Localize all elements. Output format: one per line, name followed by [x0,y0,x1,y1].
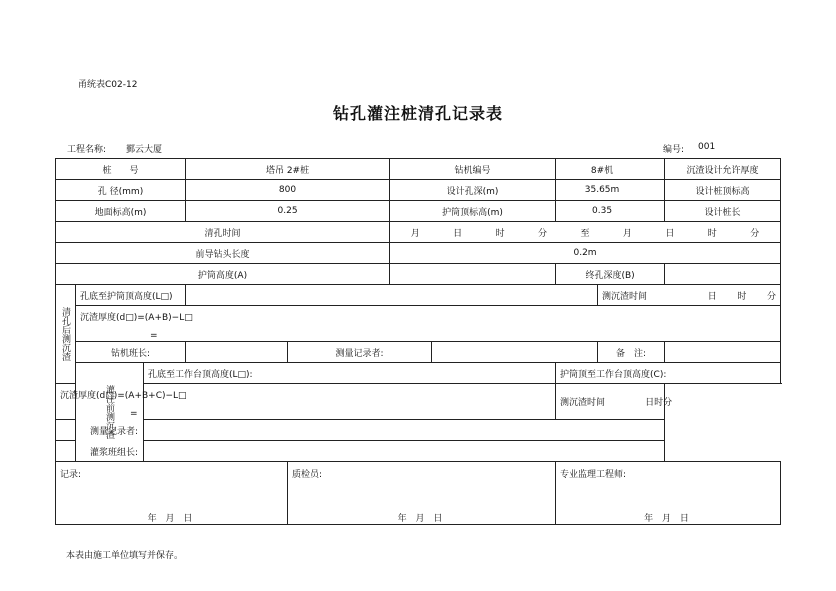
quality-date: 年 月 日 [397,514,446,524]
number-value: 001 [698,142,716,152]
pour-leader-label: 灌浆班组长: [56,441,665,462]
design-depth-value: 35.65m [556,180,665,201]
table-row-before-formula [56,384,781,420]
before-mt-day: 日 [645,398,655,408]
supervisor-sign-cell [556,462,781,525]
table-row-before-pour-leader [56,441,781,462]
ground-label: 地面标高(m) [56,201,186,222]
record-label: 记录: [60,470,82,480]
remark-value [665,342,781,363]
time-hour: 时 [495,228,505,239]
after-clean-side-label: 清孔后测沉渣 [56,285,76,384]
project-label: 工程名称: [67,145,107,155]
after-recorder-label: 测量记录者: [288,342,432,363]
time-month: 月 [410,228,420,239]
before-recorder-label: 测量记录者: [56,420,665,441]
before-mt-minute: 分 [663,398,673,408]
time-to: 至 [580,228,590,239]
table-row-pile [56,159,781,180]
design-depth-label: 设计孔深(m) [390,180,556,201]
after-mt-hour: 时 [737,291,747,302]
time-minute: 分 [538,228,548,239]
time-minute-2: 分 [750,228,760,239]
table-row-diameter [56,180,781,201]
time-hour-2: 时 [707,228,717,239]
quality-sign-cell [288,462,556,525]
clean-time-value [390,222,781,243]
table-row-before-bottom [56,363,781,384]
record-sign-cell [56,462,288,525]
rig-leader-label: 钻机班长: [76,342,186,363]
pile-length-label: 设计桩长 [665,201,781,222]
before-measure-time [556,384,673,420]
time-month-2: 月 [622,228,632,239]
diameter-value: 800 [186,180,390,201]
table-row-signatures [56,462,781,525]
pile-top-label: 设计桩顶标高 [665,180,781,201]
table-row-after-formula [56,306,781,342]
pile-label: 桩 号 [56,159,186,180]
casing-height-label: 护筒高度(A) [56,264,390,285]
record-table [55,158,781,525]
ground-value: 0.25 [186,201,390,222]
after-equals: = [150,331,158,341]
after-measure-time-label: 测沉渣时间 [602,291,648,302]
rig-value: 8#机 [556,159,665,180]
before-pour-side-label: 灌注前测沉渣 [76,363,144,462]
remark-label: 备 注: [598,342,665,363]
rig-leader-value [186,342,288,363]
diameter-label: 孔 径(mm) [56,180,186,201]
table-row-after-sign [56,342,781,363]
casing-height-value [390,264,556,285]
clean-time-label: 清孔时间 [56,222,390,243]
after-measure-time [598,285,781,306]
pile-value: 塔吊 2#桩 [186,159,390,180]
supervisor-date: 年 月 日 [644,514,692,524]
sediment-allow-label: 沉渣设计允许厚度 [665,159,781,180]
bottom-to-casing-value [186,285,598,306]
bit-label: 前导钻头长度 [56,243,390,264]
table-row-clean-time [56,222,781,243]
bit-value: 0.2m [390,243,781,264]
quality-label: 质检员: [292,470,323,480]
record-date: 年 月 日 [147,514,196,524]
supervisor-label: 专业监理工程师: [560,470,627,480]
table-row-ground [56,201,781,222]
before-measure-time-label: 测沉渣时间 [560,398,606,408]
after-recorder-value [432,342,598,363]
time-day-2: 日 [665,228,675,239]
casing-to-platform-label: 护筒顶至工作台顶高度(C): [556,363,781,384]
form-code: 甬统表C02-12 [78,80,138,90]
table-row-bit [56,243,781,264]
page-title: 钻孔灌注桩清孔记录表 [332,104,503,123]
before-mt-hour: 时 [654,398,664,408]
time-day: 日 [453,228,463,239]
final-depth-label: 终孔深度(B) [556,264,665,285]
casing-top-value: 0.35 [556,201,665,222]
after-mt-minute: 分 [767,291,777,302]
casing-top-label: 护筒顶标高(m) [390,201,556,222]
before-formula: 沉渣厚度(d□)=(A+B+C)−L□ [60,391,187,401]
footer-note: 本表由施工单位填写并保存。 [66,551,184,561]
after-mt-day: 日 [707,291,717,302]
before-equals: = [130,409,138,419]
project-value: 鄞云大厦 [126,145,163,155]
before-formula-cell [56,384,556,420]
table-row-after-bottom [56,285,781,306]
number-label: 编号: [663,145,685,155]
bottom-to-platform-label: 孔底至工作台顶高度(L□): [144,363,556,384]
table-row-before-recorder [56,420,781,441]
after-formula-cell [76,306,781,342]
final-depth-value [665,264,781,285]
bottom-to-casing-label: 孔底至护筒顶高度(L□) [76,285,186,306]
after-formula: 沉渣厚度(d□)=(A+B)−L□ [80,313,193,323]
rig-label: 钻机编号 [390,159,556,180]
table-row-casing-height [56,264,781,285]
